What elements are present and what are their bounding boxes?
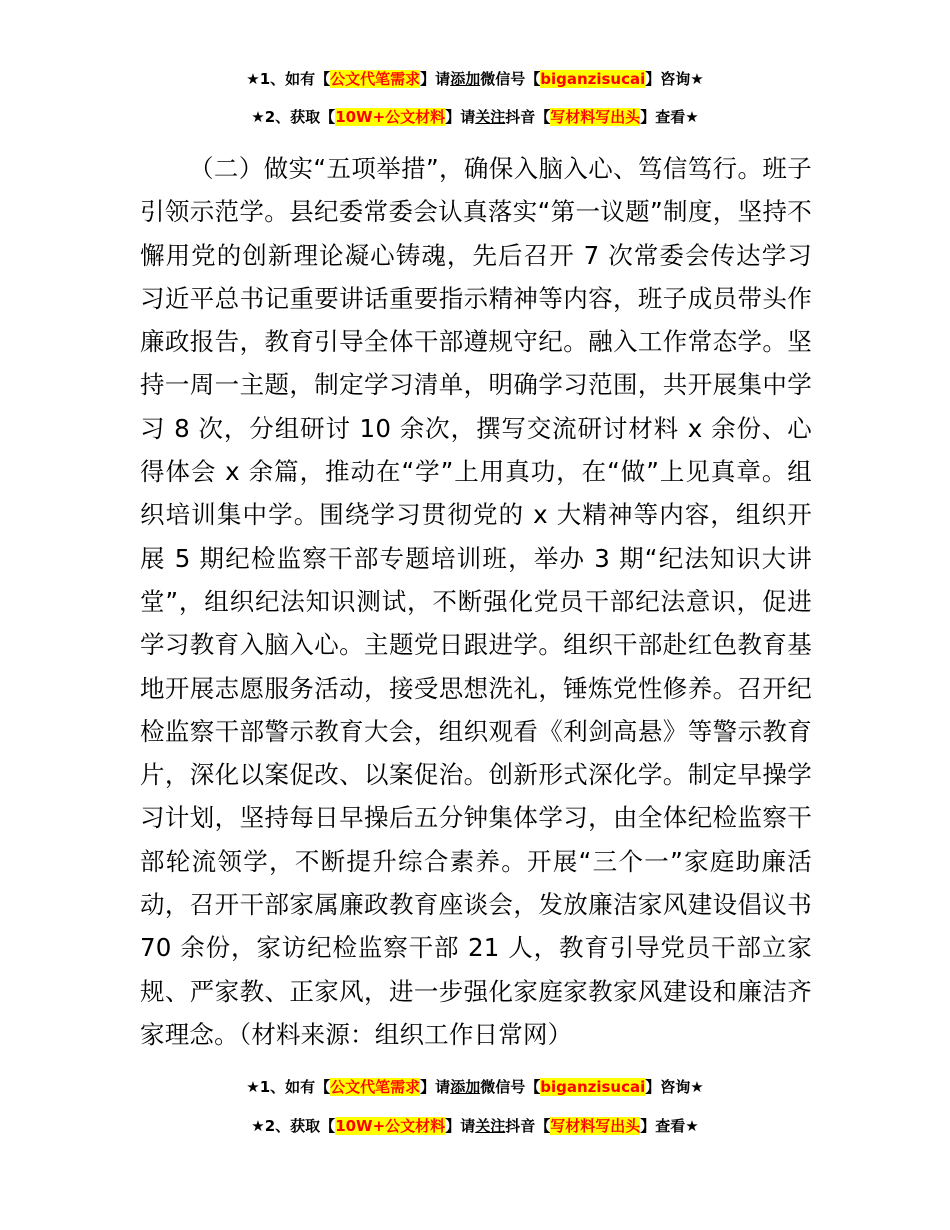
promo-underlined-word: 关注 — [475, 1117, 506, 1135]
promo-highlight-wechat-id: biganzisucai — [540, 1078, 646, 1096]
promo-text: 】咨询★ — [645, 70, 704, 88]
promo-text: ★2、获取【 — [251, 1117, 336, 1135]
promo-highlight-service: 公文代笔需求 — [330, 70, 421, 88]
promo-highlight-materials: 10W+公文材料 — [335, 1117, 446, 1135]
promo-underlined-word: 关注 — [475, 108, 506, 126]
promo-text: 】请 — [420, 70, 451, 88]
promo-text: 】请 — [420, 1078, 451, 1096]
promo-text: 】请 — [445, 108, 476, 126]
promo-line-bottom-1 — [0, 1076, 950, 1098]
promo-text: ★1、如有【 — [246, 1078, 331, 1096]
promo-text: 抖音【 — [505, 108, 551, 126]
promo-underlined-word: 添加 — [450, 70, 481, 88]
promo-highlight-wechat-id: biganzisucai — [540, 70, 646, 88]
promo-highlight-douyin-account: 写材料写出头 — [550, 1117, 641, 1135]
promo-highlight-materials: 10W+公文材料 — [335, 108, 446, 126]
promo-highlight-douyin-account: 写材料写出头 — [550, 108, 641, 126]
promo-text: ★2、获取【 — [251, 108, 336, 126]
promo-line-bottom-2 — [0, 1115, 950, 1137]
promo-text: 】请 — [445, 1117, 476, 1135]
promo-text: 微信号【 — [480, 1078, 541, 1096]
promo-text: 】查看★ — [640, 1117, 699, 1135]
promo-text: 】咨询★ — [645, 1078, 704, 1096]
promo-line-top-2 — [0, 106, 950, 128]
promo-text: 微信号【 — [480, 70, 541, 88]
promo-text: 抖音【 — [505, 1117, 551, 1135]
promo-highlight-service: 公文代笔需求 — [330, 1078, 421, 1096]
promo-line-top-1 — [0, 68, 950, 90]
body-paragraph: （二）做实“五项举措”，确保入脑入心、笃信笃行。班子引领示范学。县纪委常委会认真落实“第一议题”制度，坚持不懈用党的创新理论凝心铸魂，先后召开 7 次常委会传达学习习近平总书记重要讲话重要指示精神等内容，班子成员带头作廉政报告，教育引导全体干部遵规守纪。融入工作常态学。坚持一周一主题，制定学习清单，明确学习范围，共开展集中学习 8 次，分组研讨 10 余次，撰写交流研讨材料 x 余份、心得体会 x 余篇，推动在“学”上用真功，在“做”上见真章。组织培训集中学。围绕学习贯彻党的 x 大精神等内容，组织开展 5 期纪检监察干部专题培训班，举办 3 期“纪法知识大讲堂”，组织纪法知识测试，不断强化党员干部纪法意识，促进学习教育入脑入心。主题党日跟进学。组织干部赴红色教育基地开展志愿服务活动，接受思想洗礼，锤炼党性修养。召开纪检监察干部警示教育大会，组织观看《利剑高悬》等警示教育片，深化以案促改、以案促治。创新形式深化学。制定早操学习计划，坚持每日早操后五分钟集体学习，由全体纪检监察干部轮流领学，不断提升综合素养。开展“三个一”家庭助廉活动，召开干部家属廉政教育座谈会，发放廉洁家风建设倡议书 70 余份，家访纪检监察干部 21 人，教育引导党员干部立家规、严家教、正家风，进一步强化家庭家教家风建设和廉洁齐家理念。（材料来源：组织工作日常网） — [140, 154, 812, 1049]
promo-text: 】查看★ — [640, 108, 699, 126]
promo-underlined-word: 添加 — [450, 1078, 481, 1096]
promo-text: ★1、如有【 — [246, 70, 331, 88]
